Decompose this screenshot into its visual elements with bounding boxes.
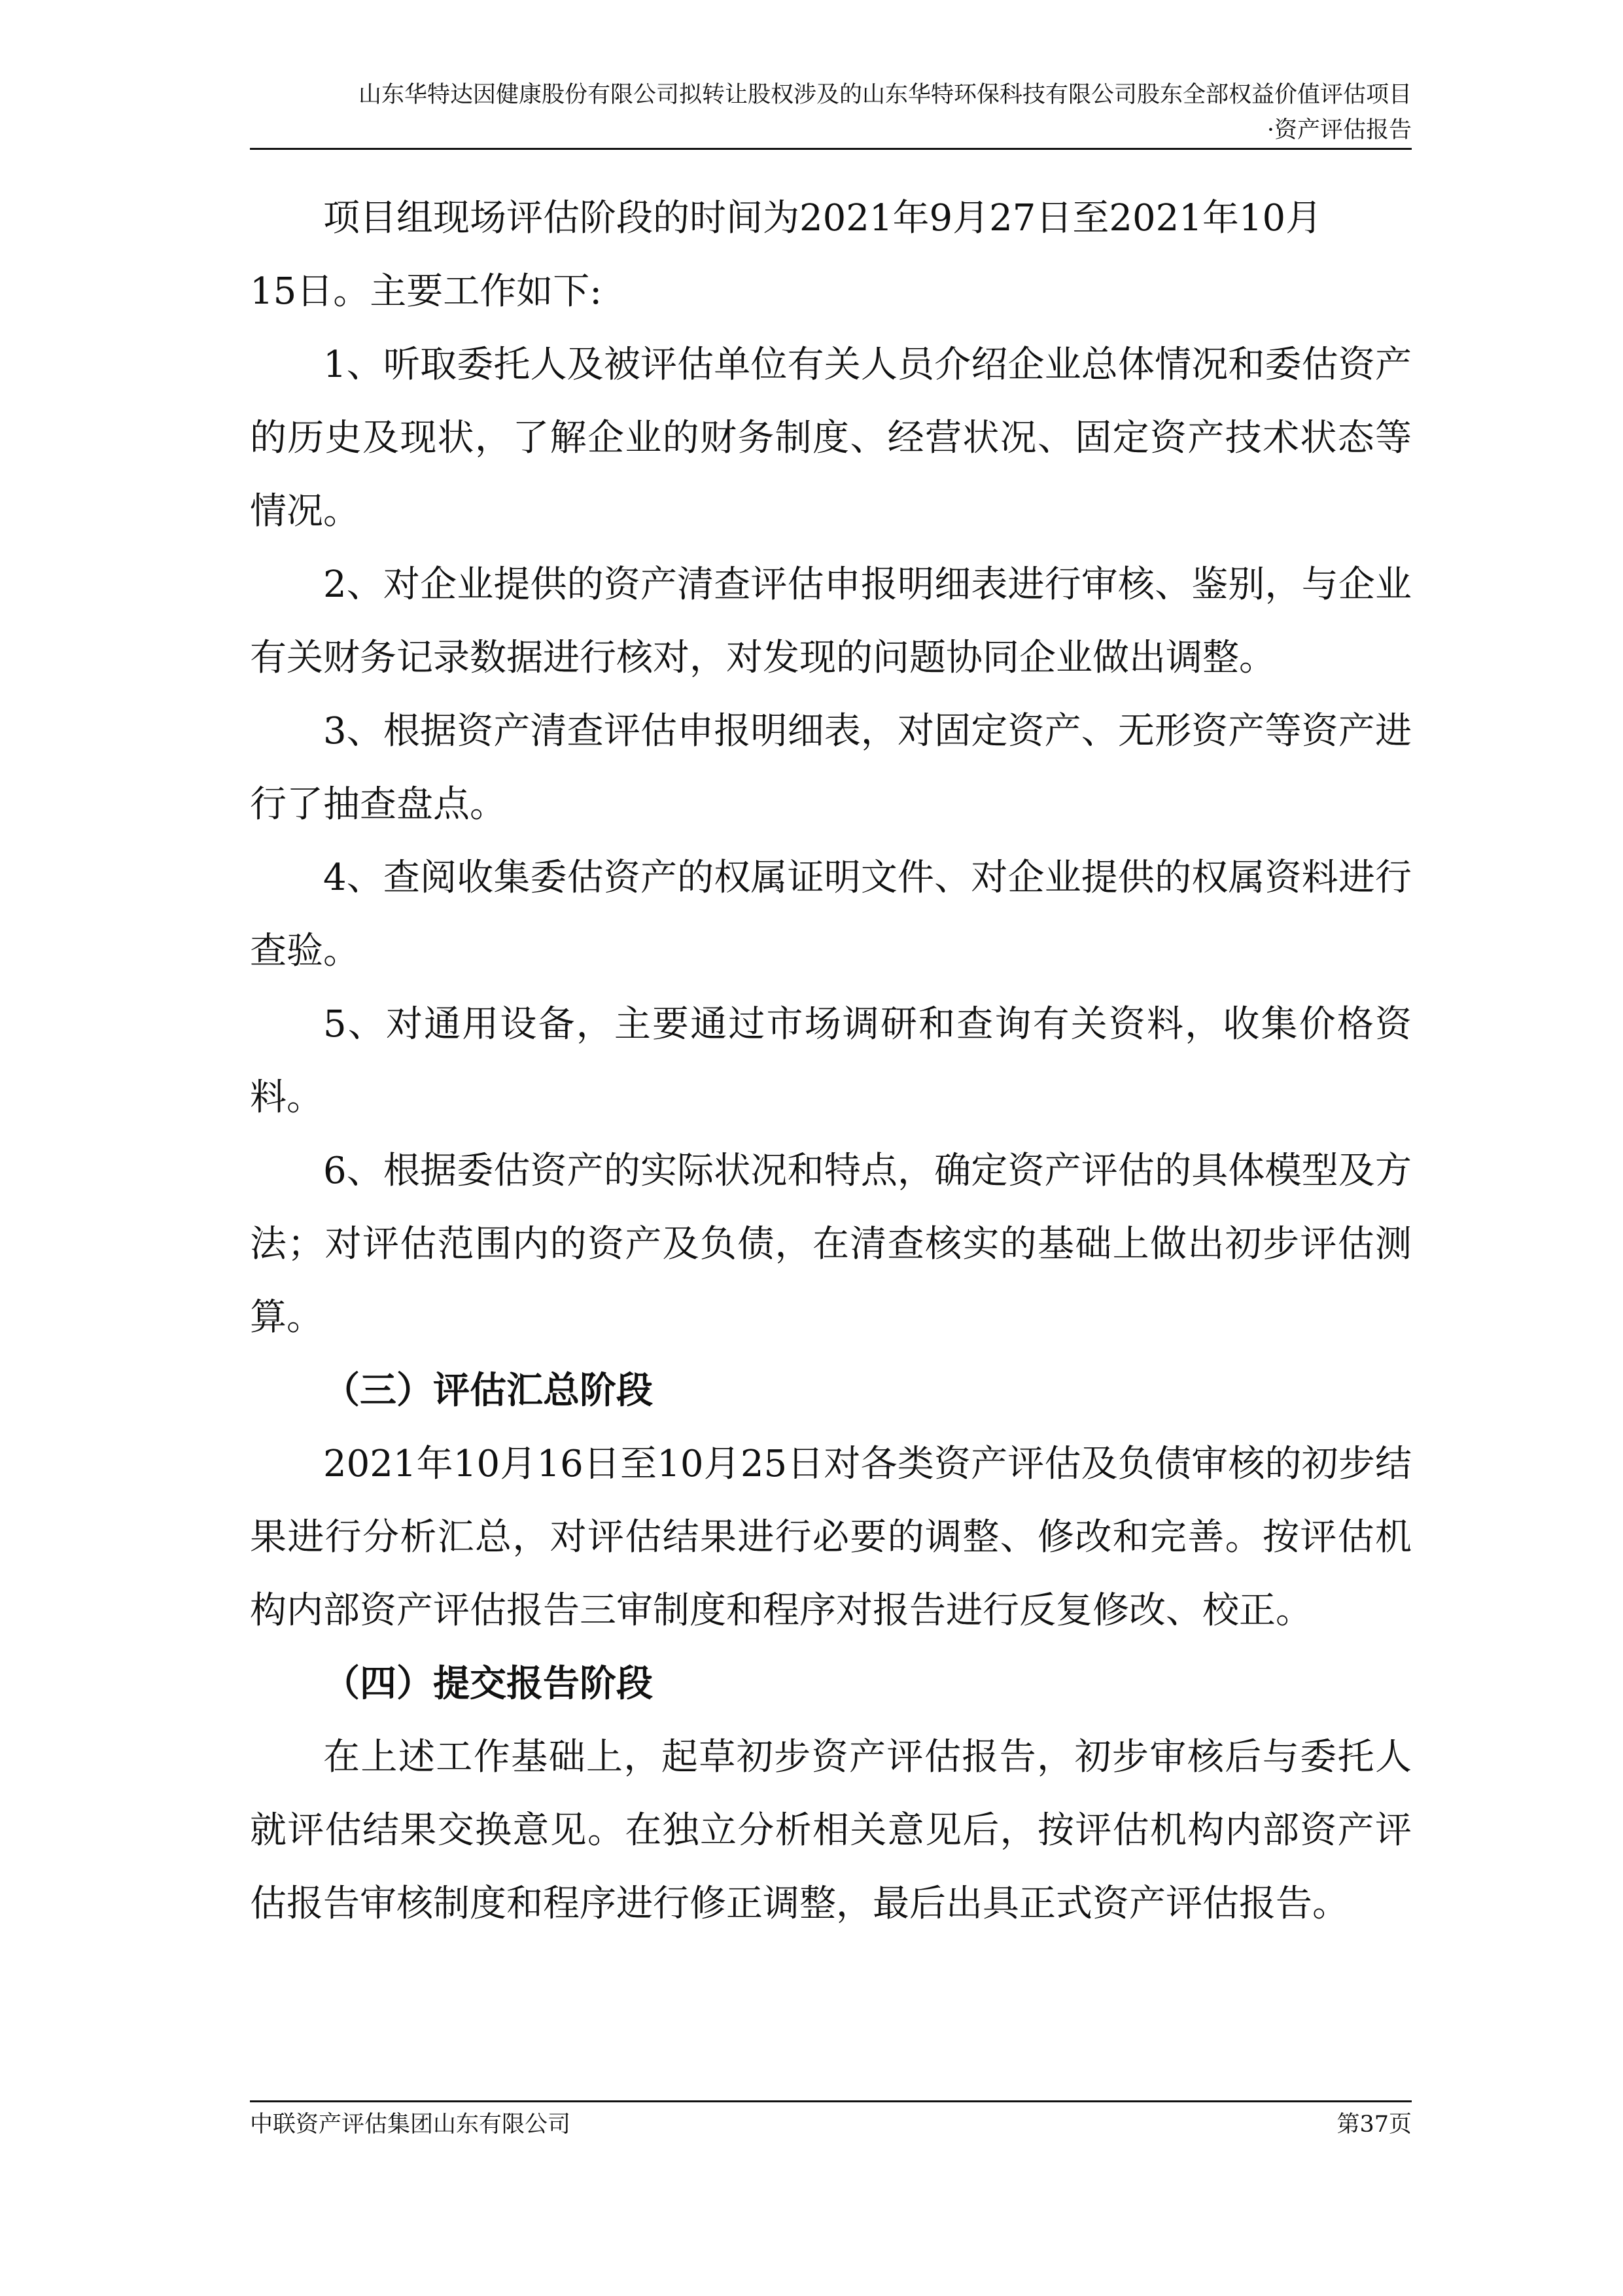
section-4-heading: （四）提交报告阶段 bbox=[323, 1663, 653, 1705]
document-body bbox=[250, 182, 1412, 1941]
page-number: 第37页 bbox=[1336, 2111, 1412, 2138]
work-step-2: 2、对企业提供的资产清查评估申报明细表进行审核、鉴别，与企业有关财务记录数据进行核对，对发现的问题协同企业做出调整。 bbox=[250, 563, 1412, 679]
work-step-6: 6、根据委估资产的实际状况和特点，确定资产评估的具体模型及方法；对评估范围内的资产及负债，在清查核实的基础上做出初步评估测算。 bbox=[250, 1150, 1412, 1339]
work-step-1: 1、听取委托人及被评估单位有关人员介绍企业总体情况和委估资产的历史及现状，了解企业的财务制度、经营状况、固定资产技术状态等情况。 bbox=[250, 344, 1412, 533]
footer-company-name: 中联资产评估集团山东有限公司 bbox=[250, 2111, 571, 2138]
header-divider bbox=[250, 148, 1412, 150]
intro-line-1: 项目组现场评估阶段的时间为2021年9月27日至2021年10月 bbox=[323, 197, 1323, 239]
header-report-type: ·资产评估报告 bbox=[1266, 117, 1412, 143]
header-report-title: 山东华特达因健康股份有限公司拟转让股权涉及的山东华特环保科技有限公司股东全部权益价值评估项目 bbox=[358, 82, 1412, 108]
work-step-4: 4、查阅收集委估资产的权属证明文件、对企业提供的权属资料进行查验。 bbox=[250, 857, 1412, 972]
intro-paragraph bbox=[250, 182, 1412, 328]
intro-line-2: 15日。主要工作如下: bbox=[250, 270, 602, 313]
footer-divider bbox=[250, 2100, 1412, 2102]
page-header bbox=[250, 77, 1412, 148]
work-step-3: 3、根据资产清查评估申报明细表，对固定资产、无形资产等资产进行了抽查盘点。 bbox=[250, 710, 1412, 826]
work-step-5: 5、对通用设备，主要通过市场调研和查询有关资料，收集价格资料。 bbox=[250, 1003, 1412, 1119]
section-4-paragraph: 在上述工作基础上，起草初步资产评估报告，初步审核后与委托人就评估结果交换意见。在独立分析相关意见后，按评估机构内部资产评估报告审核制度和程序进行修正调整，最后出具正式资产评估报告。 bbox=[250, 1736, 1412, 1925]
section-3-heading: （三）评估汇总阶段 bbox=[323, 1369, 653, 1412]
section-3-paragraph: 2021年10月16日至10月25日对各类资产评估及负债审核的初步结果进行分析汇总，对评估结果进行必要的调整、修改和完善。按评估机构内部资产评估报告三审制度和程序对报告进行反复修改、校正。 bbox=[250, 1443, 1412, 1632]
